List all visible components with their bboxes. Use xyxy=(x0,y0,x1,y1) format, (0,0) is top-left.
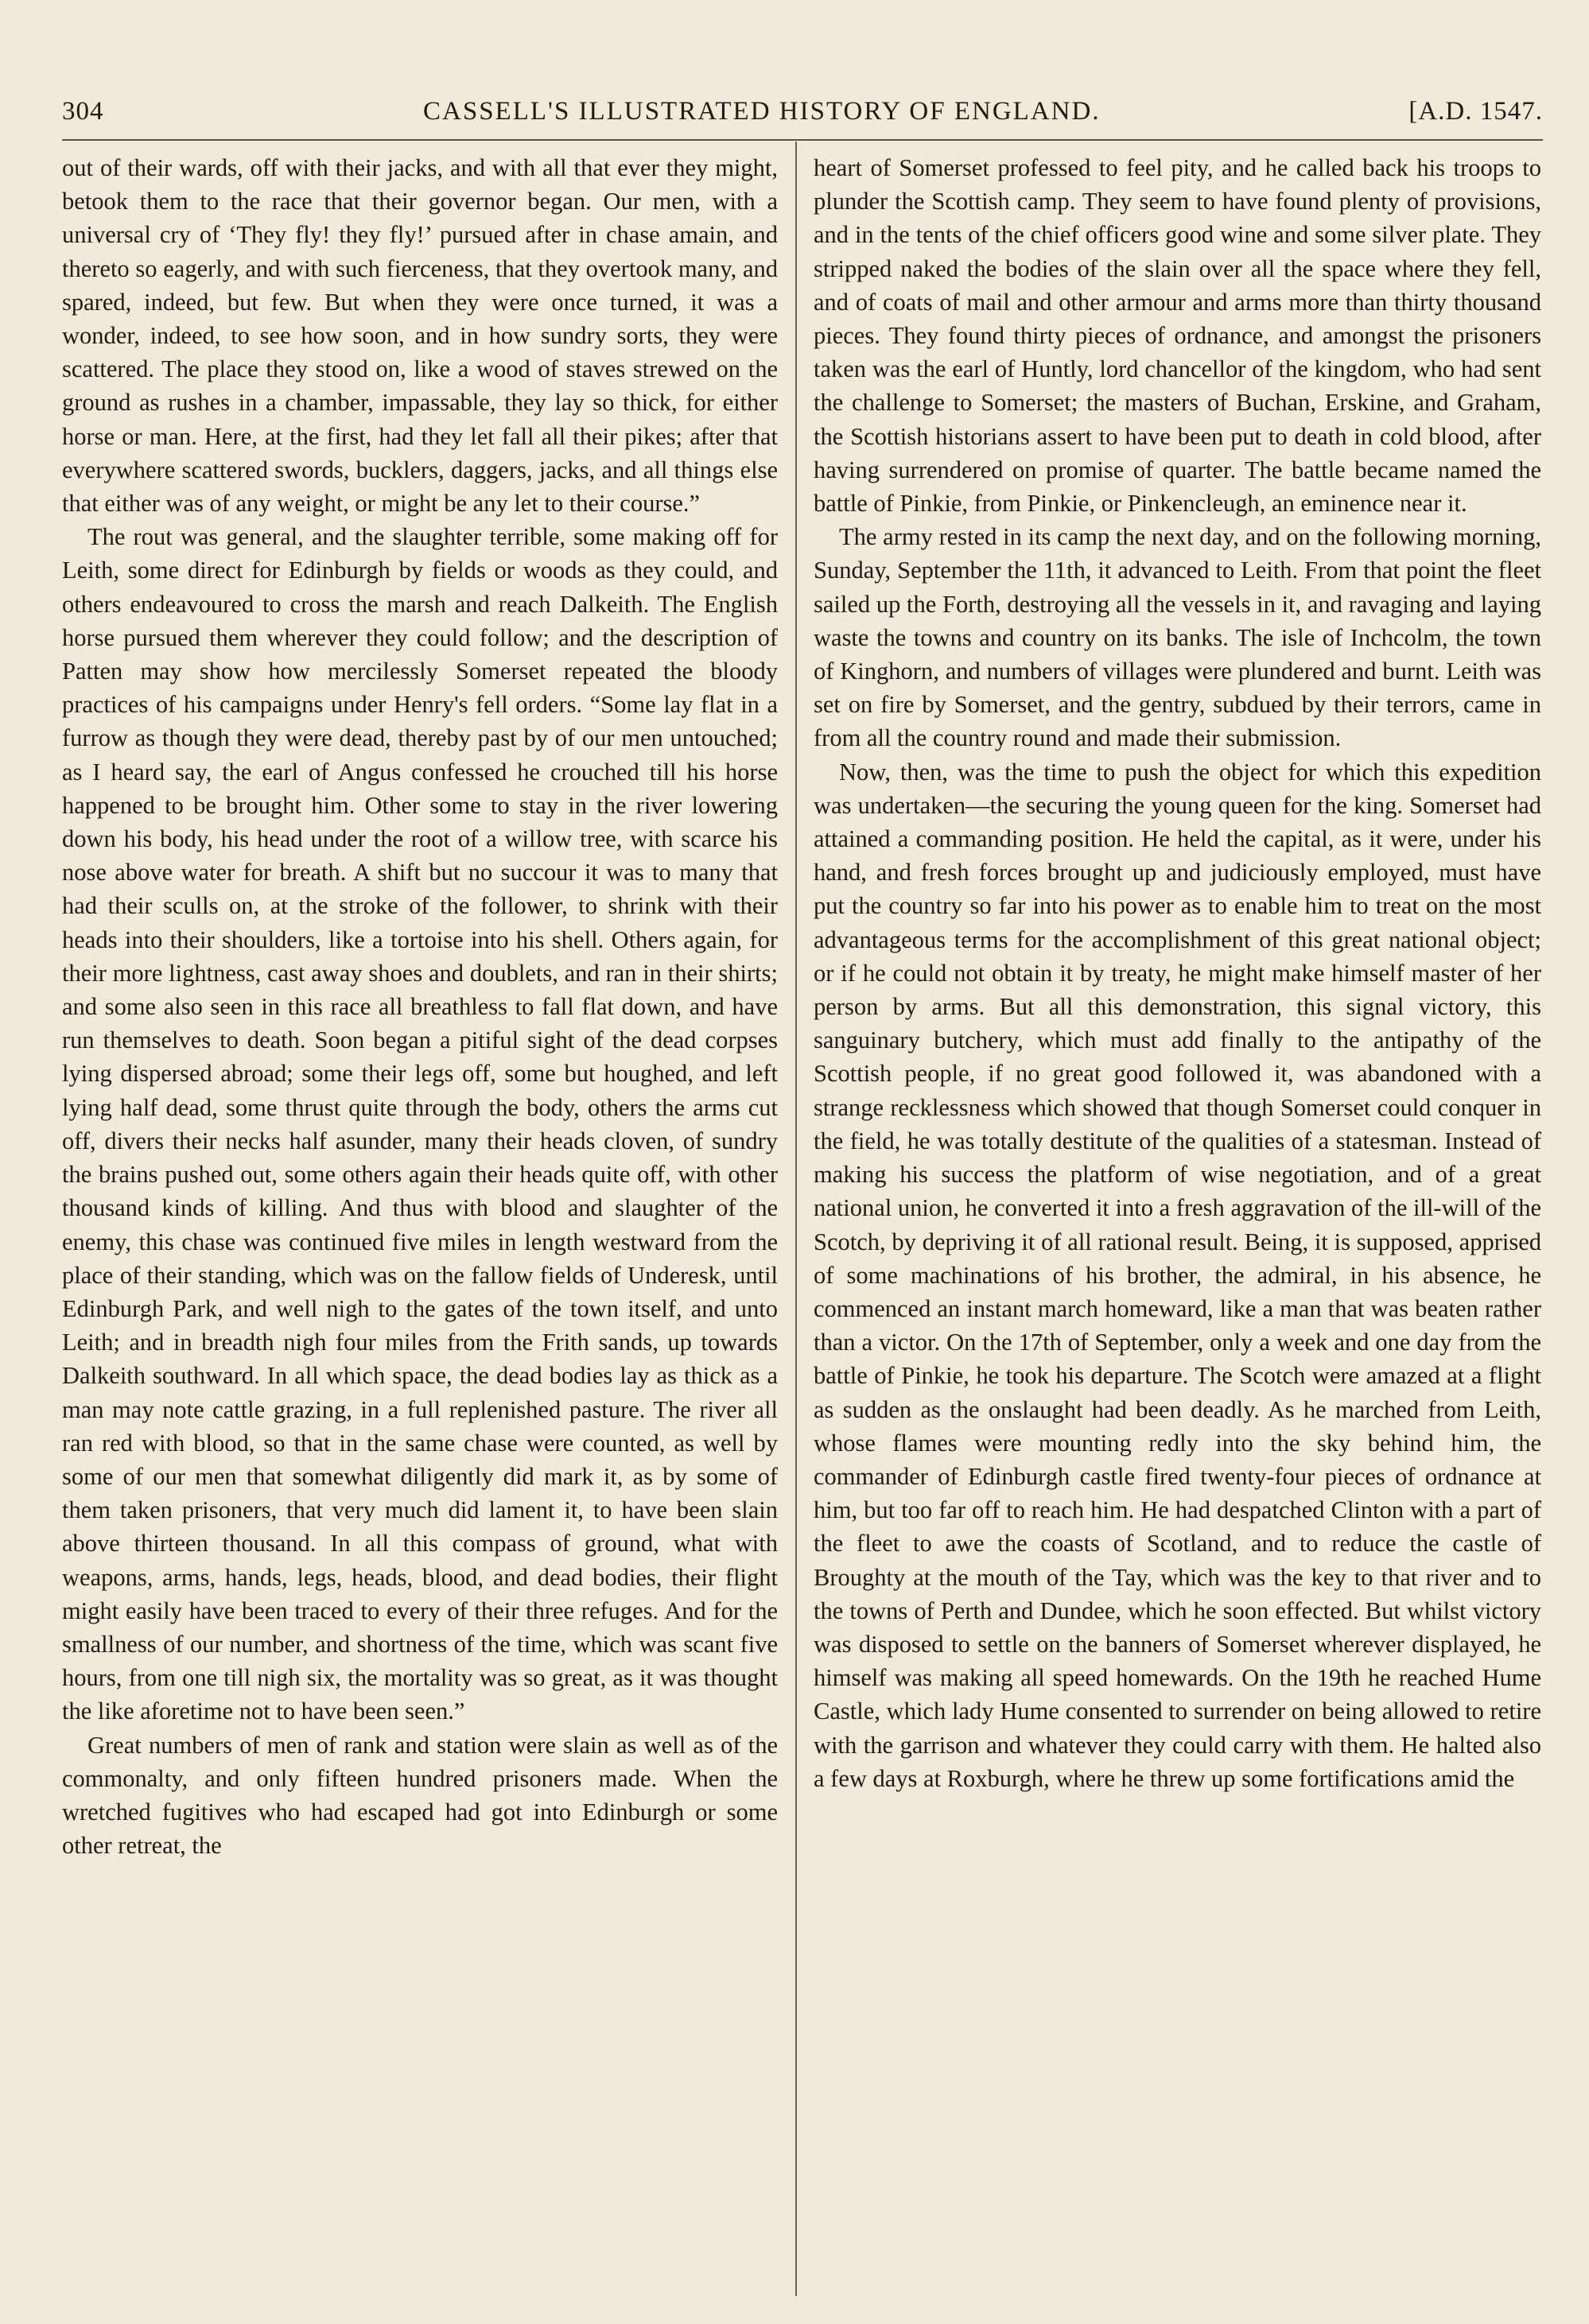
paragraph: heart of Somerset professed to feel pity, and he called back his troops to plunder the Scottish camp. They seem to have found plenty of provisions, and in the tents of the chief officers good wine and some silver plate. They stripped naked the bodies of the slain over all the space where they fell, and of coats of mail and other armour and arms more than thirty thousand pieces. They found thirty pieces of ordnance, and amongst the prisoners taken was the earl of Huntly, lord chancellor of the kingdom, who had sent the challenge to Somerset; the masters of Buchan, Erskine, and Graham, the Scottish historians assert to have been put to death in cold blood, after having surrendered on promise of quarter. The battle became named the battle of Pinkie, from Pinkie, or Pinkencleugh, an eminence near it. xyxy=(814,154,1541,518)
date-reference: [A.D. 1547. xyxy=(1408,97,1543,126)
page-number: 304 xyxy=(62,97,104,126)
running-head xyxy=(62,89,1543,137)
paragraph: Now, then, was the time to push the object for which this expedition was undertaken—the securing the young queen for the king. Somerset had attained a commanding position. He held the capital, as it were, under his hand, and fresh forces brought up and judiciously employed, must have put the country so far into his power as to enable him to treat on the most advantageous terms for the accomplishment of this great national object; or if he could not obtain it by treaty, he might make himself master of her person by arms. But all this demonstration, this signal victory, this sanguinary butchery, which must add finally to the antipathy of the Scottish people, if no great good followed it, was abandoned with a strange recklessness which showed that though Somerset could conquer in the field, he was totally destitute of the qualities of a statesman. Instead of making his success the platform of wise negotiation, and of a great national union, he converted it into a fresh aggravation of the ill-will of the Scotch, by depriving it of all rational result. Being, it is supposed, apprised of some machinations of his brother, the admiral, in his absence, he commenced an instant march homeward, like a man that was beaten rather than a victor. On the 17th of September, only a week and one day from the battle of Pinkie, he took his departure. The Scotch were amazed at a flight as sudden as the onslaught had been deadly. As he marched from Leith, whose flames were mounting redly into the sky behind him, the commander of Edinburgh castle fired twenty-four pieces of ordnance at him, but too far off to reach him. He had despatched Clinton with a part of the fleet to awe the coasts of Scotland, and to reduce the castle of Broughty at the mouth of the Tay, which was the key to that river and to the towns of Perth and Dundee, which he soon effected. But whilst victory was disposed to settle on the banners of Somerset wherever displayed, he himself was making all speed homewards. On the 19th he reached Hume Castle, which lady Hume consented to surrender on being allowed to retire with the garrison and whatever they could carry with them. He halted also a few days at Roxburgh, where he threw up some fortifications amid the xyxy=(814,758,1541,1792)
paragraph: The army rested in its camp the next day, and on the following morning, Sunday, September the 11th, it advanced to Leith. From that point the fleet sailed up the Forth, destroying all the vessels in it, and ravaging and laying waste the towns and country on its banks. The isle of Inchcolm, the town of Kinghorn, and numbers of villages were plundered and burnt. Leith was set on fire by Somerset, and the gentry, subdued by their terrors, came in from all the country round and made their submission. xyxy=(814,523,1541,752)
paragraph: out of their wards, off with their jacks, and with all that ever they might, betook them to the race that their governor began. Our men, with a universal cry of ‘They fly! they fly!’ pursued after in chase amain, and thereto so eagerly, and with such fierceness, that they overtook many, and spared, indeed, but few. But when they were once turned, it was a wonder, indeed, to see how soon, and in how sundry sorts, they were scattered. The place they stood on, like a wood of staves strewed on the ground as rushes in a chamber, impassable, they lay so thick, for either horse or man. Here, at the first, had they let fall all their pikes; after that everywhere scattered swords, bucklers, daggers, jacks, and all things else that either was of any weight, or might be any let to their course.” xyxy=(62,154,778,518)
right-column xyxy=(814,151,1541,2298)
column-divider xyxy=(795,142,797,2296)
paragraph: Great numbers of men of rank and station were slain as well as of the commonalty, and only fifteen hundred prisoners made. When the wretched fugitives who had escaped had got into Edinburgh or some other retreat, the xyxy=(62,1731,778,1860)
header-rule xyxy=(62,139,1543,141)
left-column xyxy=(62,151,778,2298)
book-title: CASSELL'S ILLUSTRATED HISTORY OF ENGLAND. xyxy=(423,97,1101,126)
paragraph: The rout was general, and the slaughter terrible, some making off for Leith, some direct for Edinburgh by fields or woods as they could, and others endeavoured to cross the marsh and reach Dalkeith. The English horse pursued them wherever they could follow; and the description of Patten may show how mercilessly Somerset repeated the bloody practices of his campaigns under Henry's fell orders. “Some lay flat in a furrow as though they were dead, thereby past by of our men untouched; as I heard say, the earl of Angus confessed he crouched till his horse happened to be brought him. Other some to stay in the river lowering down his body, his head under the root of a willow tree, with scarce his nose above water for breath. A shift but no succour it was to many that had their sculls on, at the stroke of the follower, to shrink with their heads into their shoulders, like a tortoise into his shell. Others again, for their more lightness, cast away shoes and doublets, and ran in their shirts; and some also seen in this race all breathless to fall flat down, and have run themselves to death. Soon began a pitiful sight of the dead corpses lying dispersed abroad; some their legs off, some but houghed, and left lying half dead, some thrust quite through the body, others the arms cut off, divers their necks half asunder, many their heads cloven, of sundry the brains pushed out, some others again their heads quite off, with other thousand kinds of killing. And thus with blood and slaughter of the enemy, this chase was continued five miles in length westward from the place of their standing, which was on the fallow fields of Underesk, until Edinburgh Park, and well nigh to the gates of the town itself, and unto Leith; and in breadth nigh four miles from the Frith sands, up towards Dalkeith southward. In all which space, the dead bodies lay as thick as a man may note cattle grazing, in a full replenished pasture. The river all ran red with blood, so that in the same chase were counted, as well by some of our men that somewhat diligently did mark it, as by some of them taken prisoners, that very much did lament it, to have been slain above thirteen thousand. In all this compass of ground, what with weapons, arms, hands, legs, heads, blood, and dead bodies, their flight might easily have been traced to every of their three refuges. And for the smallness of our number, and shortness of the time, which was scant five hours, from one till nigh six, the mortality was so great, as it was thought the like aforetime not to have been seen.” xyxy=(62,523,778,1725)
